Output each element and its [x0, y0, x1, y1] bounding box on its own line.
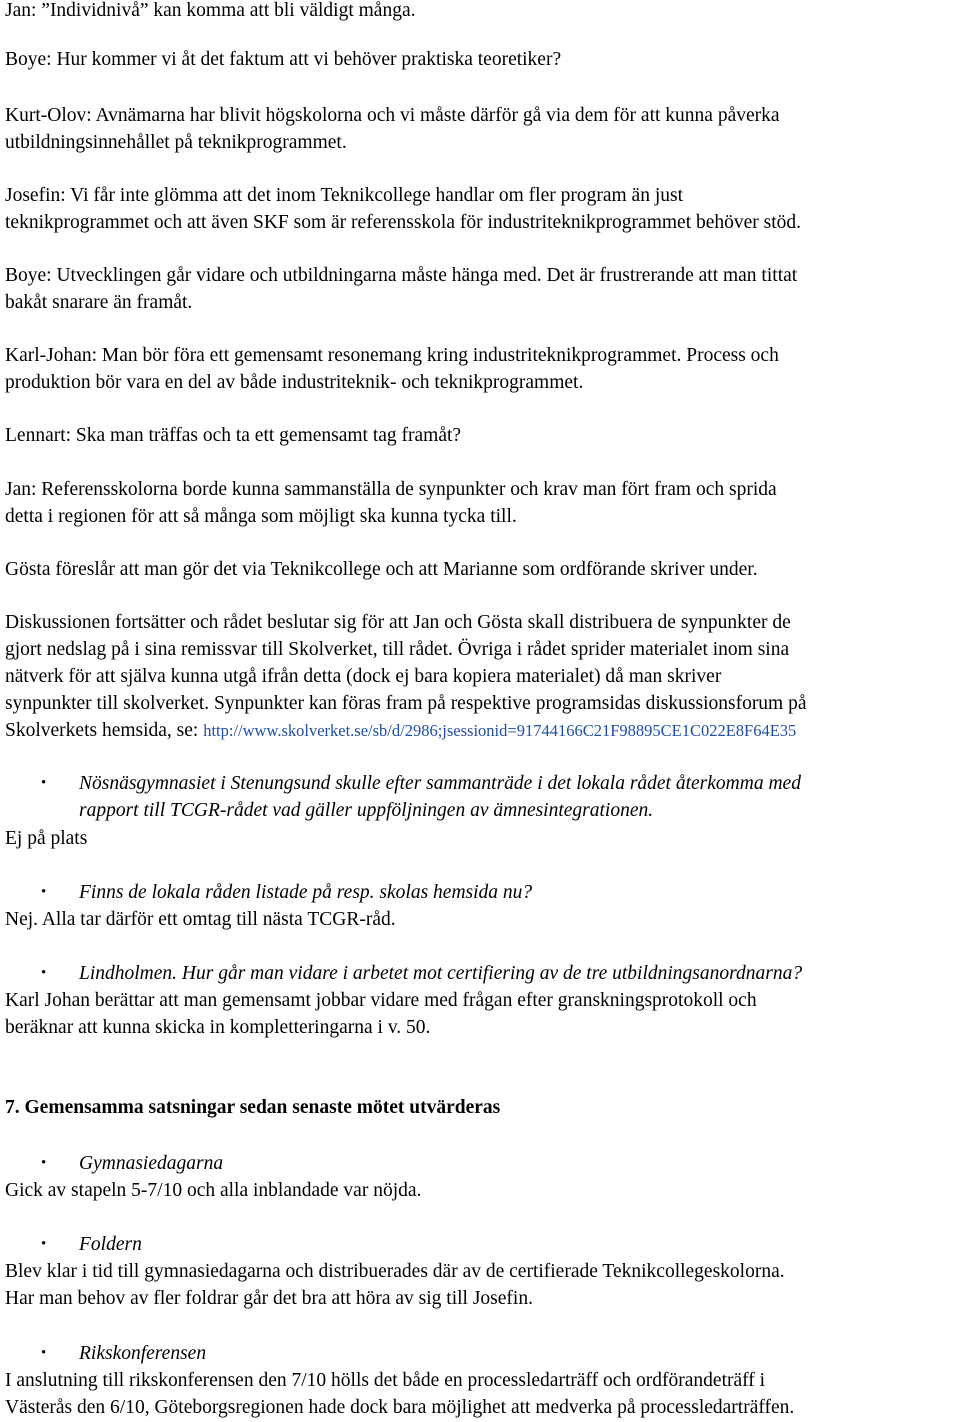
- paragraph-boye-utvecklingen: Boye: Utvecklingen går vidare och utbildningarna måste hänga med. Det är frustrerande att man tittat bakåt snarare än framåt.: [5, 265, 798, 313]
- paragraph-text: Skolverkets hemsida, se:: [5, 720, 204, 741]
- bullet-icon: •: [41, 965, 47, 981]
- paragraph-karl-johan: Karl-Johan: Man bör föra ett gemensamt resonemang kring industriteknikprogrammet. Process och produktion bör vara en del av både industriteknik- och teknikprogrammet.: [5, 345, 779, 393]
- paragraph-nej: Nej. Alla tar därför ett omtag till nästa TCGR-råd.: [5, 909, 396, 930]
- paragraph-diskussionen: Diskussionen fortsätter och rådet beslutar sig för att Jan och Gösta skall distribuera de synpunkter de gjort nedslag på i sina remissvar till Skolverket, till rådet. Övriga i rådet sprider materialet inom sina nätverk för att själva kunna utgå ifrån detta (dock ej bara kopiera materialet) då man skriver synpunkter till skolverket. Synpunkter kan föras fram på respektive programsidas diskussionsforum på Skolverkets hemsida, se: http://www.skolverket.se/sb/d/2986;jsessionid=91744166C21F98895CE1C022E8F64E35: [5, 612, 807, 741]
- bullet-icon: •: [41, 1155, 47, 1171]
- paragraph-i-anslutning: I anslutning till rikskonferensen den 7/10 hölls det både en processledarträff och ordförandeträff i Västerås den 6/10, Göteborgsregionen hade dock bara möjlighet att medverka på processledarträffen.: [5, 1370, 795, 1418]
- document-page: Jan: ”Individnivå” kan komma att bli väldigt många. Boye: Hur kommer vi åt det faktum att vi behöver praktiska teoretiker? Kurt-Olov: Avnämarna har blivit högskolorna och vi måste därför gå via dem för att kunna påverka utbildningsinnehållet på teknikprogrammet. Josefin: Vi får inte glömma att det inom Teknikcollege handlar om fler program än just teknikprogrammet och att även SKF som är referensskola för industriteknikprogrammet behöver stöd. Boye: Utvecklingen går vidare och utbildningarna måste hänga med. Det är frustrerande att man tittat bakåt snarare än framåt. Karl-Johan: Man bör föra ett gemensamt resonemang kring industriteknikprogrammet. Process och produktion bör vara en del av både industriteknik- och teknikprogrammet. Lennart: Ska man träffas och ta ett gemensamt tag framåt? Jan: Referensskolorna borde kunna sammanställa de synpunkter och krav man fört fram och sprida detta i regionen för att så många som möjligt ska kunna tycka till. Gösta föreslår att man gör det via Teknikcollege och att Marianne som ordförande skriver under. Diskussionen fortsätter och rådet beslutar sig för att Jan och Gösta skall distribuera de synpunkter de gjort nedslag på i sina remissvar till Skolverket, till rådet. Övriga i rådet sprider materialet inom sina nätverk för att själva kunna utgå ifrån detta (dock ej bara kopiera materialet) då man skriver synpunkter till skolverket. Synpunkter kan föras fram på respektive programsidas diskussionsforum på Skolverkets hemsida, se: http://www.skolverket.se/sb/d/2986;jsessionid=91744166C21F98895CE1C022E8F64E35 • Nösnäsgymnasiet i Stenungsund skulle efter sammanträde i det lokala rådet återkomma med rapport till TCGR-rådet vad gäller uppföljningen av ämnesintegrationen. Ej på plats • Finns de lokala råden listade på resp. skolas hemsida nu? Nej. Alla tar därför ett omtag till nästa TCGR-råd. • Lindholmen. Hur går man vidare i arbetet mot certifiering av de tre utbildningsanordnarna? Karl Johan berättar att man gemensamt jobbar vidare med frågan efter granskningsprotokoll och beräknar att kunna skicka in kompletteringarna i v. 50. 7. Gemensamma satsningar sedan senaste mötet utvärderas • Gymnasiedagarna Gick av stapeln 5-7/10 och alla inblandade var nöjda. • Foldern Blev klar i tid till gymnasiedagarna och distribuerades där av de certifierade Teknikcollegeskolorna. Har man behov av fler foldrar går det bra att höra av sig till Josefin. • Rikskonferensen I anslutning till rikskonferensen den 7/10 hölls det både en processledarträff och ordförandeträff i Västerås den 6/10, Göteborgsregionen hade dock bara möjlighet att medverka på processledarträffen.: [0, 0, 960, 1422]
- paragraph-boye-teoretiker: Boye: Hur kommer vi åt det faktum att vi behöver praktiska teoretiker?: [5, 49, 562, 70]
- paragraph-gosta: Gösta föreslår att man gör det via Teknikcollege och att Marianne som ordförande skriver under.: [5, 559, 758, 580]
- paragraph-blev-klar: Blev klar i tid till gymnasiedagarna och distribuerades där av de certifierade Teknikcollegeskolorna. Har man behov av fler foldrar går det bra att höra av sig till Josefin.: [5, 1261, 785, 1309]
- section-heading-7: 7. Gemensamma satsningar sedan senaste mötet utvärderas: [5, 1097, 501, 1118]
- paragraph-jan-individniva: Jan: ”Individnivå” kan komma att bli väldigt många.: [5, 0, 416, 21]
- paragraph-jan-referensskolorna: Jan: Referensskolorna borde kunna sammanställa de synpunkter och krav man fört fram och sprida detta i regionen för att så många som möjligt ska kunna tycka till.: [5, 479, 777, 527]
- paragraph-kurt-olov: Kurt-Olov: Avnämarna har blivit högskolorna och vi måste därför gå via dem för att kunna påverka utbildningsinnehållet på teknikprogrammet.: [5, 105, 780, 153]
- paragraph-gick-av-stapeln: Gick av stapeln 5-7/10 och alla inblandade var nöjda.: [5, 1180, 422, 1201]
- paragraph-josefin: Josefin: Vi får inte glömma att det inom Teknikcollege handlar om fler program än just teknikprogrammet och att även SKF som är referensskola för industriteknikprogrammet behöver stöd.: [5, 185, 802, 233]
- paragraph-lennart: Lennart: Ska man träffas och ta ett gemensamt tag framåt?: [5, 425, 462, 446]
- bullet-icon: •: [41, 1236, 47, 1252]
- bullet-icon: •: [41, 1345, 47, 1361]
- paragraph-karl-johan-berattar: Karl Johan berättar att man gemensamt jobbar vidare med frågan efter granskningsprotokoll och beräknar att kunna skicka in kompletteringarna i v. 50.: [5, 990, 757, 1038]
- bullet-icon: •: [41, 884, 47, 900]
- bullet-icon: •: [41, 775, 47, 791]
- skolverket-link[interactable]: http://www.skolverket.se/sb/d/2986;jsessionid=91744166C21F98895CE1C022E8F64E35: [203, 721, 797, 740]
- paragraph-ej-pa-plats: Ej på plats: [5, 828, 88, 849]
